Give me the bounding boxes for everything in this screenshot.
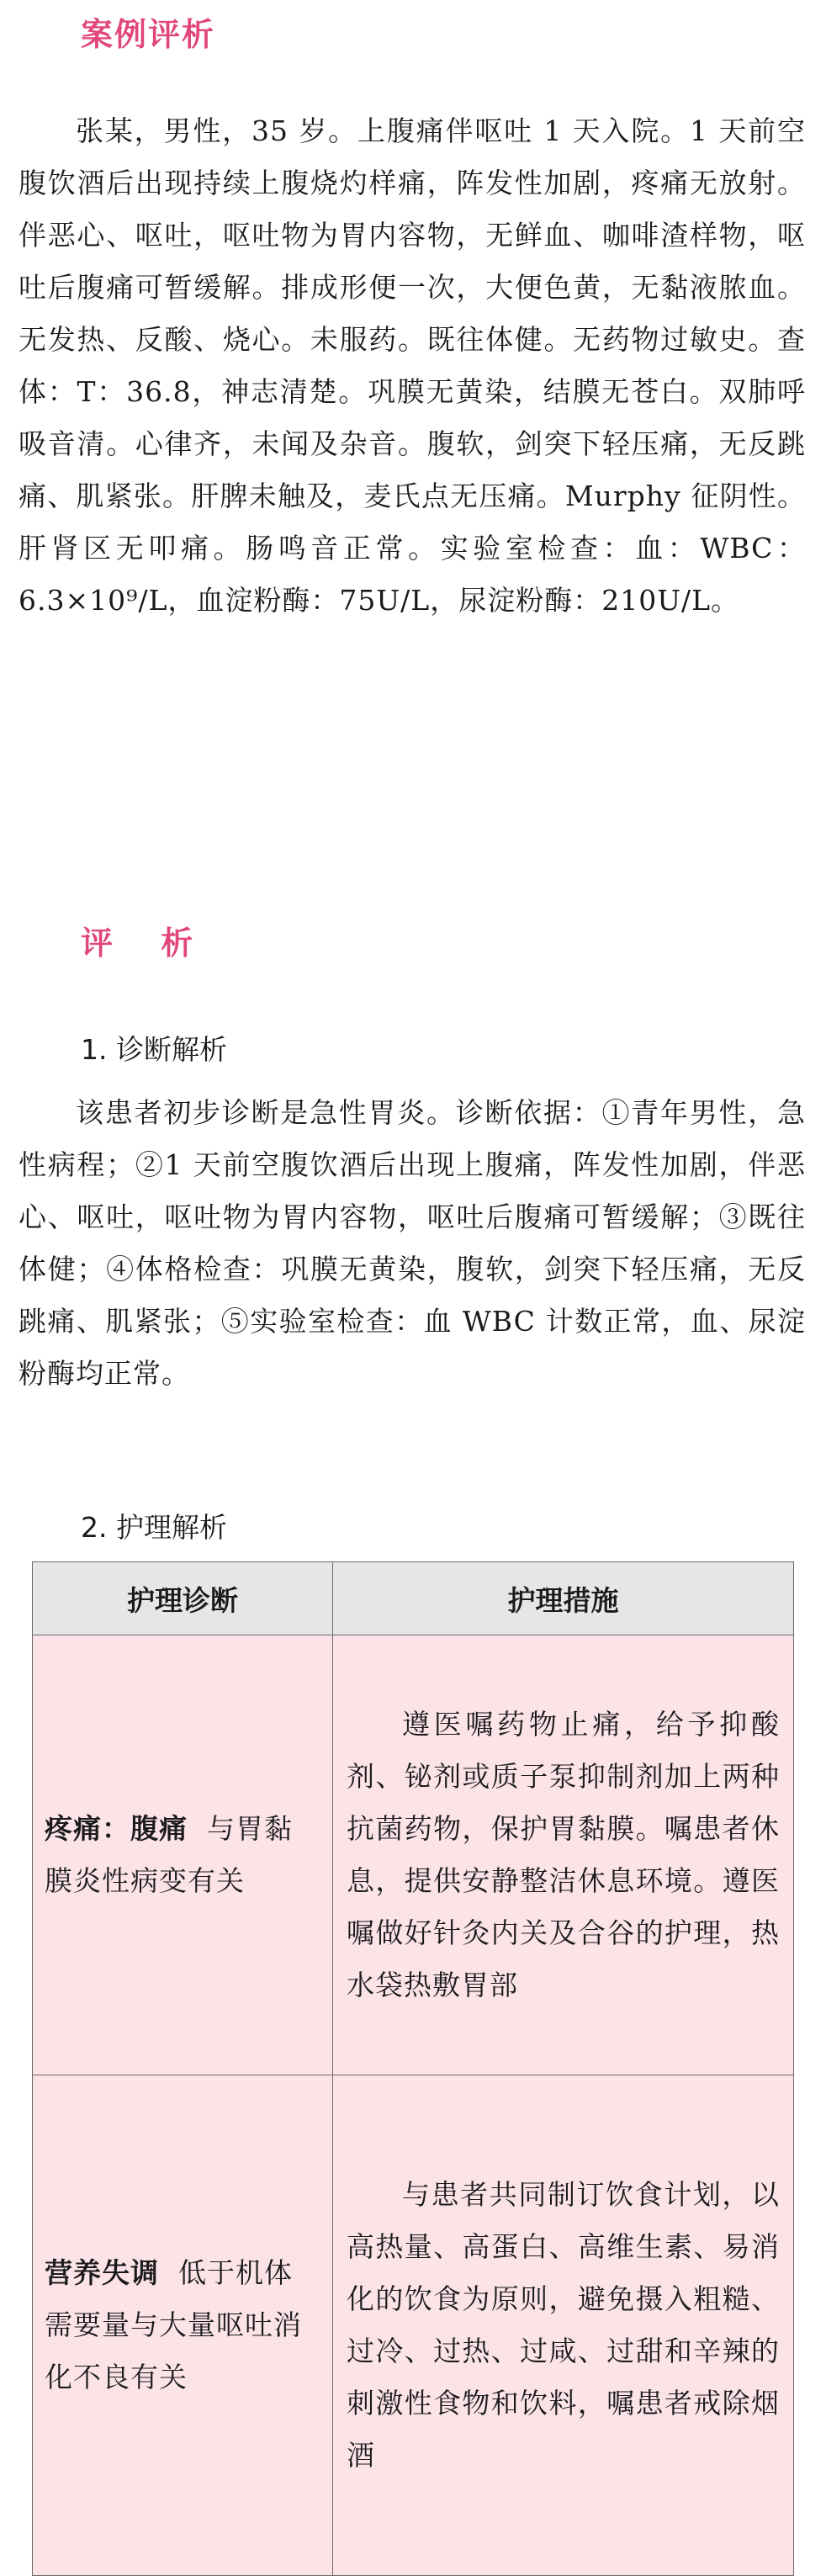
diagnosis-name: 疼痛：腹痛	[45, 1812, 188, 1845]
case-section-title: 案例评析	[81, 16, 216, 53]
analysis-section-title: 评 析	[81, 925, 212, 962]
table-row	[33, 1635, 794, 2075]
diagnosis-cell	[33, 1635, 333, 2075]
header-nursing-measures: 护理措施	[333, 1562, 794, 1635]
diagnosis-cell	[33, 2075, 333, 2576]
measures-cell: 遵医嘱药物止痛，给予抑酸剂、铋剂或质子泵抑制剂加上两种抗菌药物，保护胃黏膜。嘱患者休息，提供安静整洁休息环境。遵医嘱做好针灸内关及合谷的护理，热水袋热敷胃部	[333, 1635, 794, 2075]
nursing-heading: 2. 护理解析	[81, 1511, 227, 1544]
diagnosis-name: 营养失调	[45, 2256, 159, 2289]
diagnosis-heading: 1. 诊断解析	[81, 1033, 227, 1066]
diagnosis-cause: 与胃黏膜炎性病变有关	[45, 1812, 293, 1897]
nursing-care-table	[32, 1561, 794, 2576]
diagnosis-text: 该患者初步诊断是急性胃炎。诊断依据：①青年男性，急性病程；②1 天前空腹饮酒后出现上腹痛，阵发性加剧，伴恶心、呕吐，呕吐物为胃内容物，呕吐后腹痛可暂缓解；③既往体健；④体格检查：巩膜无黄染，腹软，剑突下轻压痛，无反跳痛、肌紧张；⑤实验室检查：血 WBC 计数正常，血、尿淀粉酶均正常。	[19, 1096, 806, 1390]
table-row	[33, 2075, 794, 2576]
measures-cell: 与患者共同制订饮食计划，以高热量、高蛋白、高维生素、易消化的饮食为原则，避免摄入粗糙、过冷、过热、过咸、过甜和辛辣的刺激性食物和饮料，嘱患者戒除烟酒	[333, 2075, 794, 2576]
table-header-row	[33, 1562, 794, 1635]
case-description: 张某，男性，35 岁。上腹痛伴呕吐 1 天入院。1 天前空腹饮酒后出现持续上腹烧灼样痛，阵发性加剧，疼痛无放射。伴恶心、呕吐，呕吐物为胃内容物，无鲜血、咖啡渣样物，呕吐后腹痛可暂缓解。排成形便一次，大便色黄，无黏液脓血。无发热、反酸、烧心。未服药。既往体健。无药物过敏史。查体：T：36.8，神志清楚。巩膜无黄染，结膜无苍白。双肺呼吸音清。心律齐，未闻及杂音。腹软，剑突下轻压痛，无反跳痛、肌紧张。肝脾未触及，麦氏点无压痛。Murphy 征阴性。肝肾区无叩痛。肠鸣音正常。实验室检查：血：WBC：6.3×10⁹/L，血淀粉酶：75U/L，尿淀粉酶：210U/L。	[19, 114, 806, 617]
diagnosis-cause: 低于机体需要量与大量呕吐消化不良有关	[45, 2256, 302, 2393]
header-nursing-diagnosis: 护理诊断	[33, 1562, 333, 1635]
